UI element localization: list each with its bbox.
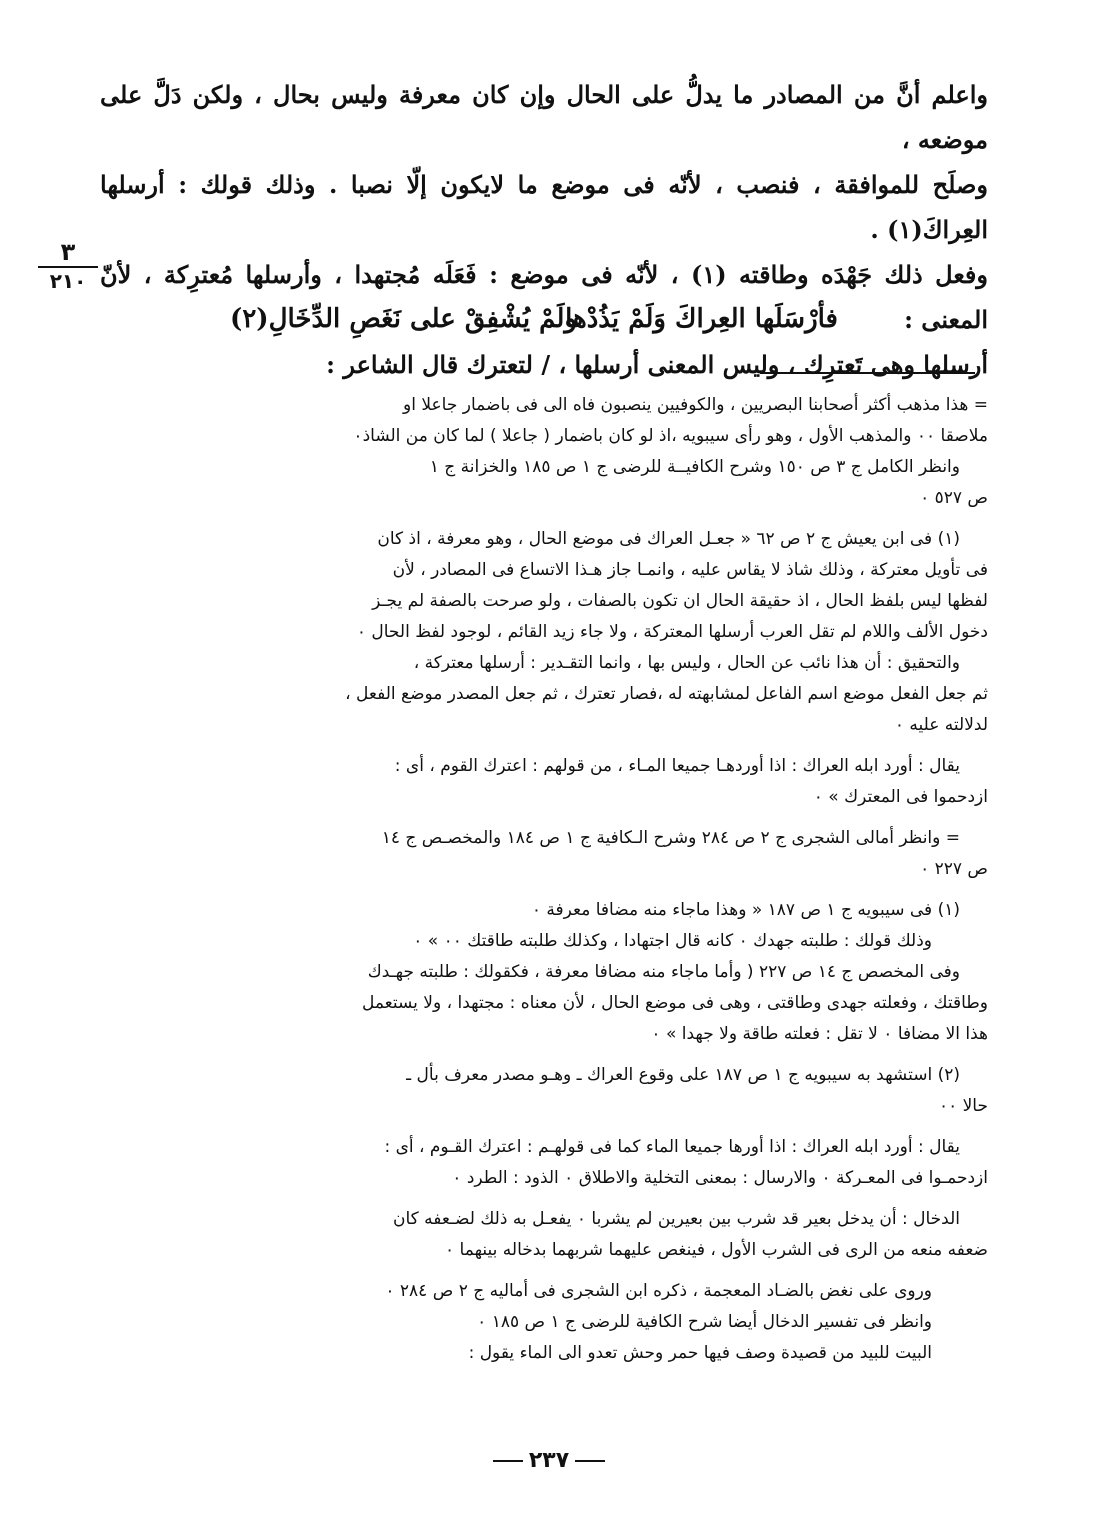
footnote-line: وفى المخصص ج ١٤ ص ٢٢٧ ( وأما ماجاء منه مضافا معرفة ، فكقولك : طلبته جهـدك bbox=[367, 962, 960, 982]
footnote-line: دخول الألف واللام لم تقل العرب أرسلها المعتركة ، ولا جاء زيد القائم ، لوجود لفظ الحال ٠ bbox=[356, 622, 988, 642]
footnote-line: حالا ٠٠ bbox=[938, 1096, 988, 1116]
footnote-line: ص ٢٢٧ ٠ bbox=[920, 859, 988, 879]
footnotes bbox=[100, 390, 988, 1369]
footnote-line: ازدحموا فى المعترك » ٠ bbox=[813, 787, 988, 807]
footnote-line: فى تأويل معتركة ، وذلك شاذ لا يقاس عليه ، وانمـا جاز هـذا الاتساع فى المصادر ، لأن bbox=[392, 560, 988, 580]
footnote-line: ص ٥٢٧ ٠ bbox=[920, 488, 988, 508]
footnote-line: ملاصقا ٠٠ والمذهب الأول ، وهو رأى سيبويه ،اذ لو كان باضمار ( جاعلا ) لما كان من الشاذ٠ bbox=[353, 426, 988, 446]
footnote-line: ضعفه منعه من الرى فى الشرب الأول ، فينغص عليهما شربهما بدخاله بينهما ٠ bbox=[445, 1240, 988, 1260]
footnote-line: لدلالته عليه ٠ bbox=[894, 715, 988, 735]
footnote-line: وانظر الكامل ج ٣ ص ١٥٠ وشرح الكافيــة للرضى ج ١ ص ١٨٥ والخزانة ج ١ bbox=[429, 457, 960, 477]
main-line: أرسلها وهى تَعترِك ، وليس المعنى أرسلها ، / لتعترك قال الشاعر : bbox=[326, 350, 988, 379]
footnote-line: وانظر فى تفسير الدخال أيضا شرح الكافية للرضى ج ١ ص ١٨٥ ٠ bbox=[477, 1312, 932, 1332]
footnote-line: يقال : أورد ابله العراك : اذا أورها جميعا الماء كما فى قولهـم : اعترك القـوم ، أى : bbox=[384, 1137, 960, 1157]
main-line: وصلَح للموافقة ، فنصب ، لأنّه فى موضع ما لايكون إلّا نصبا . وذلك قولك : أرسلها العِراكَ(١) . bbox=[100, 170, 988, 244]
footnote-line: وروى على نغض بالضـاد المعجمة ، ذكره ابن الشجرى فى أماليه ج ٢ ص ٢٨٤ ٠ bbox=[385, 1281, 932, 1301]
footnote-line: والتحقيق : أن هذا نائب عن الحال ، وليس بها ، وانما التقـدير : أرسلها معتركة ، bbox=[413, 653, 960, 673]
footnote-line: (٢) استشهد به سيبويه ج ١ ص ١٨٧ على وقوع العراك ـ وهـو مصدر معرف بأل ـ bbox=[406, 1065, 960, 1085]
folio-dash-right bbox=[575, 1460, 605, 1462]
margin-reference bbox=[38, 238, 98, 294]
footnote-line: يقال : أورد ابله العراك : اذا أوردهـا جميعا المـاء ، من قولهم : اعترك القوم ، أى : bbox=[394, 756, 960, 776]
footnote-line: هذا الا مضافا ٠ لا تقل : فعلته طاقة ولا جهدا » ٠ bbox=[651, 1024, 988, 1044]
footnote-line: وذلك قولك : طلبته جهدك ٠ كانه قال اجتهادا ، وكذلك طلبته طاقتك ٠٠ » ٠ bbox=[413, 931, 932, 951]
footnote-separator bbox=[760, 372, 975, 374]
footnote-line: = وانظر أمالى الشجرى ج ٢ ص ٢٨٤ وشرح الـكافية ج ١ ص ١٨٤ والمخصـص ج ١٤ bbox=[381, 828, 960, 848]
footnote-line: البيت للبيد من قصيدة وصف فيها حمر وحش تعدو الى الماء يقول : bbox=[468, 1343, 932, 1363]
footnote-line: ثم جعل الفعل موضع اسم الفاعل لمشابهته له ،فصار تعترك ، ثم جعل المصدر موضع الفعل ، bbox=[345, 684, 988, 704]
poetry-verse bbox=[230, 304, 838, 350]
footnote-line: الدخال : أن يدخل بعير قد شرب بين بعيرين لم يشربا ٠ يفعـل به ذلك لضـعفه كان bbox=[392, 1209, 960, 1229]
margin-page-number: ٢١٠ bbox=[49, 269, 87, 293]
footnote-line: ازدحمـوا فى المعـركة ٠ والارسال : بمعنى التخلية والاطلاق ٠ الذود : الطرد ٠ bbox=[452, 1168, 988, 1188]
footnote-line: = هذا مذهب أكثر أصحابنا البصريين ، والكوفيين ينصبون فاه الى فى باضمار جاعلا او bbox=[403, 395, 988, 415]
main-line: واعلم أنَّ من المصادر ما يدلُّ على الحال وإن كان معرفة وليس بحال ، ولكن دَلَّ على موضعه ، bbox=[100, 80, 988, 154]
verse-second-hemistich: ولَمْ يُشْفِقْ على نَغَصِ الدِّخَالِ(٢) bbox=[230, 304, 577, 334]
page-number bbox=[0, 1448, 1098, 1473]
footnote-line: لفظها ليس بلفظ الحال ، اذ حقيقة الحال ان تكون بالصفات ، ولو صرحت بالصفة لم يجـز bbox=[372, 591, 988, 611]
footnote-line: وطاقتك ، وفعلته جهدى وطاقتى ، وهى فى موضع الحال ، لأن معناه : مجتهدا ، ولا يستعمل bbox=[361, 993, 988, 1013]
page-number-text: ٢٣٧ bbox=[528, 1448, 570, 1473]
folio-dash-left bbox=[493, 1460, 523, 1462]
footnote-line: (١) فى ابن يعيش ج ٢ ص ٦٢ « جعـل العراك فى موضع الحال ، وهو معرفة ، اذ كان bbox=[377, 529, 960, 549]
verse-first-hemistich: فأرْسَلَها العِراكَ وَلَمْ يَذُدْها bbox=[565, 304, 838, 334]
margin-part-number: ٣ bbox=[38, 238, 98, 268]
main-line: وفعل ذلك جَهْدَه وطاقته (١) ، لأنّه فى موضع : فَعَلَه مُجتهدا ، وأرسلها مُعترِكة ، لأنّ المعنى : bbox=[100, 260, 988, 334]
footnote-line: (١) فى سيبويه ج ١ ص ١٨٧ « وهذا ماجاء منه مضافا معرفة ٠ bbox=[531, 900, 960, 920]
